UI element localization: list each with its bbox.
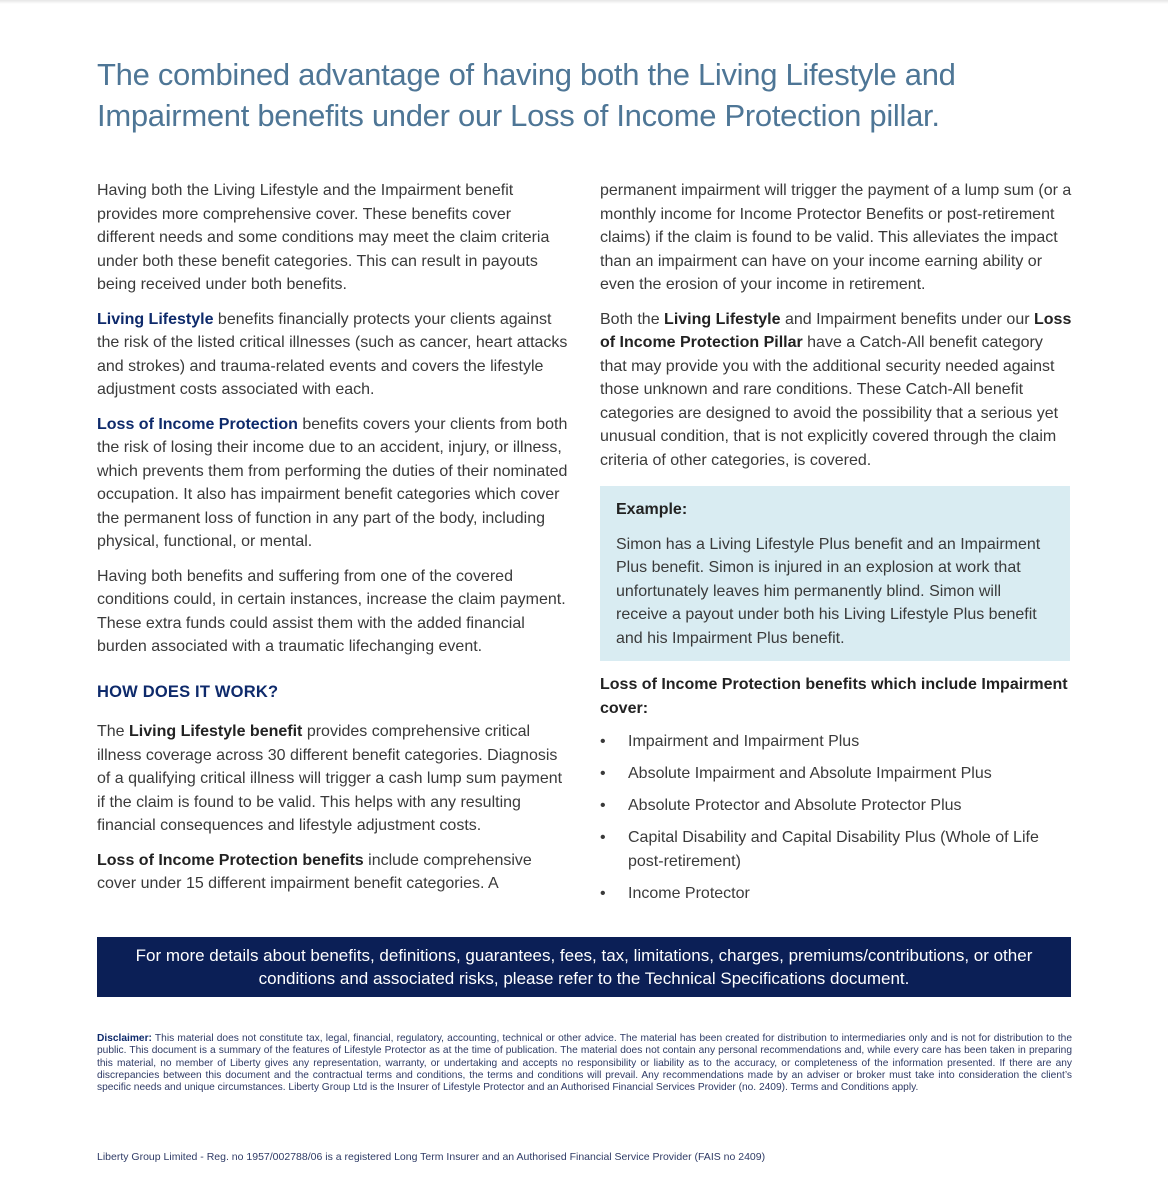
how-living-pre: The (97, 723, 130, 740)
benefits-list (600, 730, 1072, 905)
loss-of-income-term: Loss of Income Protection (97, 415, 298, 433)
continuation-paragraph: permanent impairment will trigger the payment of a lump sum (or a monthly income for Income Protector Benefits or post-retirement claims) if the claim is found to be valid. This alleviates the impact than an impairment can have on your income earning ability or even the erosion of your income in retirement. (600, 182, 1072, 293)
living-lifestyle-paragraph (97, 308, 569, 402)
left-column (97, 179, 569, 907)
page-title: The combined advantage of having both the Living Lifestyle and Impairment benefits under our Loss of Income Protection pillar. (97, 57, 956, 133)
catch-all-paragraph (600, 308, 1072, 473)
list-item-text: Impairment and Impairment Plus (628, 733, 860, 750)
list-item (600, 826, 1072, 873)
living-lifestyle-benefit-term: Living Lifestyle benefit (129, 723, 303, 740)
bullet-icon: • (600, 765, 606, 782)
how-does-it-work-heading: HOW DOES IT WORK? (97, 682, 279, 701)
catch-all-loip-term: Loss of Income Protection Pillar (600, 310, 1072, 351)
loss-of-income-paragraph (97, 413, 569, 554)
loip-benefits-term: Loss of Income Protection benefits (97, 851, 364, 869)
loss-of-income-text: benefits covers your clients from both the risk of losing their income due to an accident, injury, or illness, which prevents them from performing the duties of their nominated occupation. It also has impairment benefit categories which cover the permanent loss of function in any part of the body, including physical, functional, or mental. (97, 415, 568, 550)
example-title: Example: (616, 501, 688, 518)
list-item-text: Capital Disability and Capital Disability Plus (Whole of Life post-retirement) (628, 829, 1039, 870)
list-item-text: Income Protector (628, 884, 750, 902)
how-living-lifestyle-paragraph (97, 720, 569, 838)
bullet-icon: • (600, 733, 606, 750)
living-lifestyle-term: Living Lifestyle (97, 310, 214, 328)
how-loip-paragraph (97, 849, 569, 896)
benefits-list-heading: Loss of Income Protection benefits which include Impairment cover: (600, 676, 1068, 717)
example-box (600, 486, 1070, 661)
banner-text: For more details about benefits, definitions, guarantees, fees, tax, limitations, charges, premiums/contributions, or other conditions and associated risks, please refer to the Technical Specifications document. (135, 945, 1033, 988)
disclaimer-label: Disclaimer: (97, 1033, 152, 1044)
right-column (600, 179, 1072, 914)
list-item-text: Absolute Protector and Absolute Protector Plus (628, 797, 962, 814)
catch-all-text: have a Catch-All benefit category that may provide you with the additional security needed against those unknown and rare conditions. These Catch-All benefit categories are designed to avoid the possibility that a serious yet unusual condition, that is not explicitly covered through the claim criteria of other categories, is covered. (600, 334, 1059, 469)
list-item (600, 730, 1072, 754)
catch-all-mid: and Impairment benefits under our (780, 310, 1034, 328)
list-item (600, 882, 1072, 906)
disclaimer (97, 1033, 1072, 1094)
catch-all-living-term: Living Lifestyle (664, 310, 781, 328)
example-text: Simon has a Living Lifestyle Plus benefit and an Impairment Plus benefit. Simon is injured in an explosion at work that unfortunately leaves him permanently blind. Simon will receive a payout under both his Living Lifestyle Plus benefit and his Impairment Plus benefit. (616, 535, 1041, 647)
bullet-icon: • (600, 829, 606, 846)
list-item-text: Absolute Impairment and Absolute Impairment Plus (628, 765, 992, 782)
list-item (600, 762, 1072, 786)
bullet-icon: • (600, 797, 606, 814)
top-rule (0, 0, 1168, 4)
both-benefits-paragraph: Having both benefits and suffering from one of the covered conditions could, in certain instances, increase the claim payment. These extra funds could assist them with the added financial burden associated with a traumatic lifechanging event. (97, 567, 566, 655)
catch-all-pre: Both the (600, 310, 665, 328)
living-lifestyle-text: benefits financially protects your clients against the risk of the listed critical illnesses (such as cancer, heart attacks and strokes) and trauma-related events and covers the lifestyle adjustment costs associated with each. (97, 310, 568, 398)
list-item (600, 794, 1072, 818)
footer-registration: Liberty Group Limited - Reg. no 1957/002788/06 is a registered Long Term Insurer and an Authorised Financial Service Provider (FAIS no 2409) (97, 1151, 766, 1163)
technical-specifications-banner (97, 937, 1071, 997)
disclaimer-text: This material does not constitute tax, legal, financial, regulatory, accounting, technical or other advice. The material has been created for distribution to intermediaries only and is not for distribution to the public. This document is a summary of the features of Lifestyle Protector as at the time of publication. The material does not contain any personal recommendations and, while every care has been taken in preparing this material, no member of Liberty gives any representation, warranty, or undertaking and accepts no responsibility or liability as to the accuracy, or completeness of the information presented. If there are any discrepancies between this document and the contractual terms and conditions, the terms and conditions will prevail. Any recommendations made by an adviser or broker must take into consideration the client’s specific needs and unique circumstances. Liberty Group Ltd is the Insurer of Lifestyle Protector and an Authorised Financial Services Provider (no. 2409). Terms and Conditions apply. (97, 1033, 1072, 1094)
how-loip-text: include comprehensive cover under 15 different impairment benefit categories. A (97, 851, 532, 892)
bullet-icon: • (600, 884, 606, 902)
intro-paragraph: Having both the Living Lifestyle and the Impairment benefit provides more comprehensive cover. These benefits cover different needs and some conditions may meet the claim criteria under both these benefit categories. This can result in payouts being received under both benefits. (97, 182, 550, 293)
how-living-text: provides comprehensive critical illness coverage across 30 different benefit categories. Diagnosis of a qualifying critical illness will trigger a cash lump sum payment if the claim is found to be valid. This helps with any resulting financial consequences and lifestyle adjustment costs. (97, 723, 563, 834)
